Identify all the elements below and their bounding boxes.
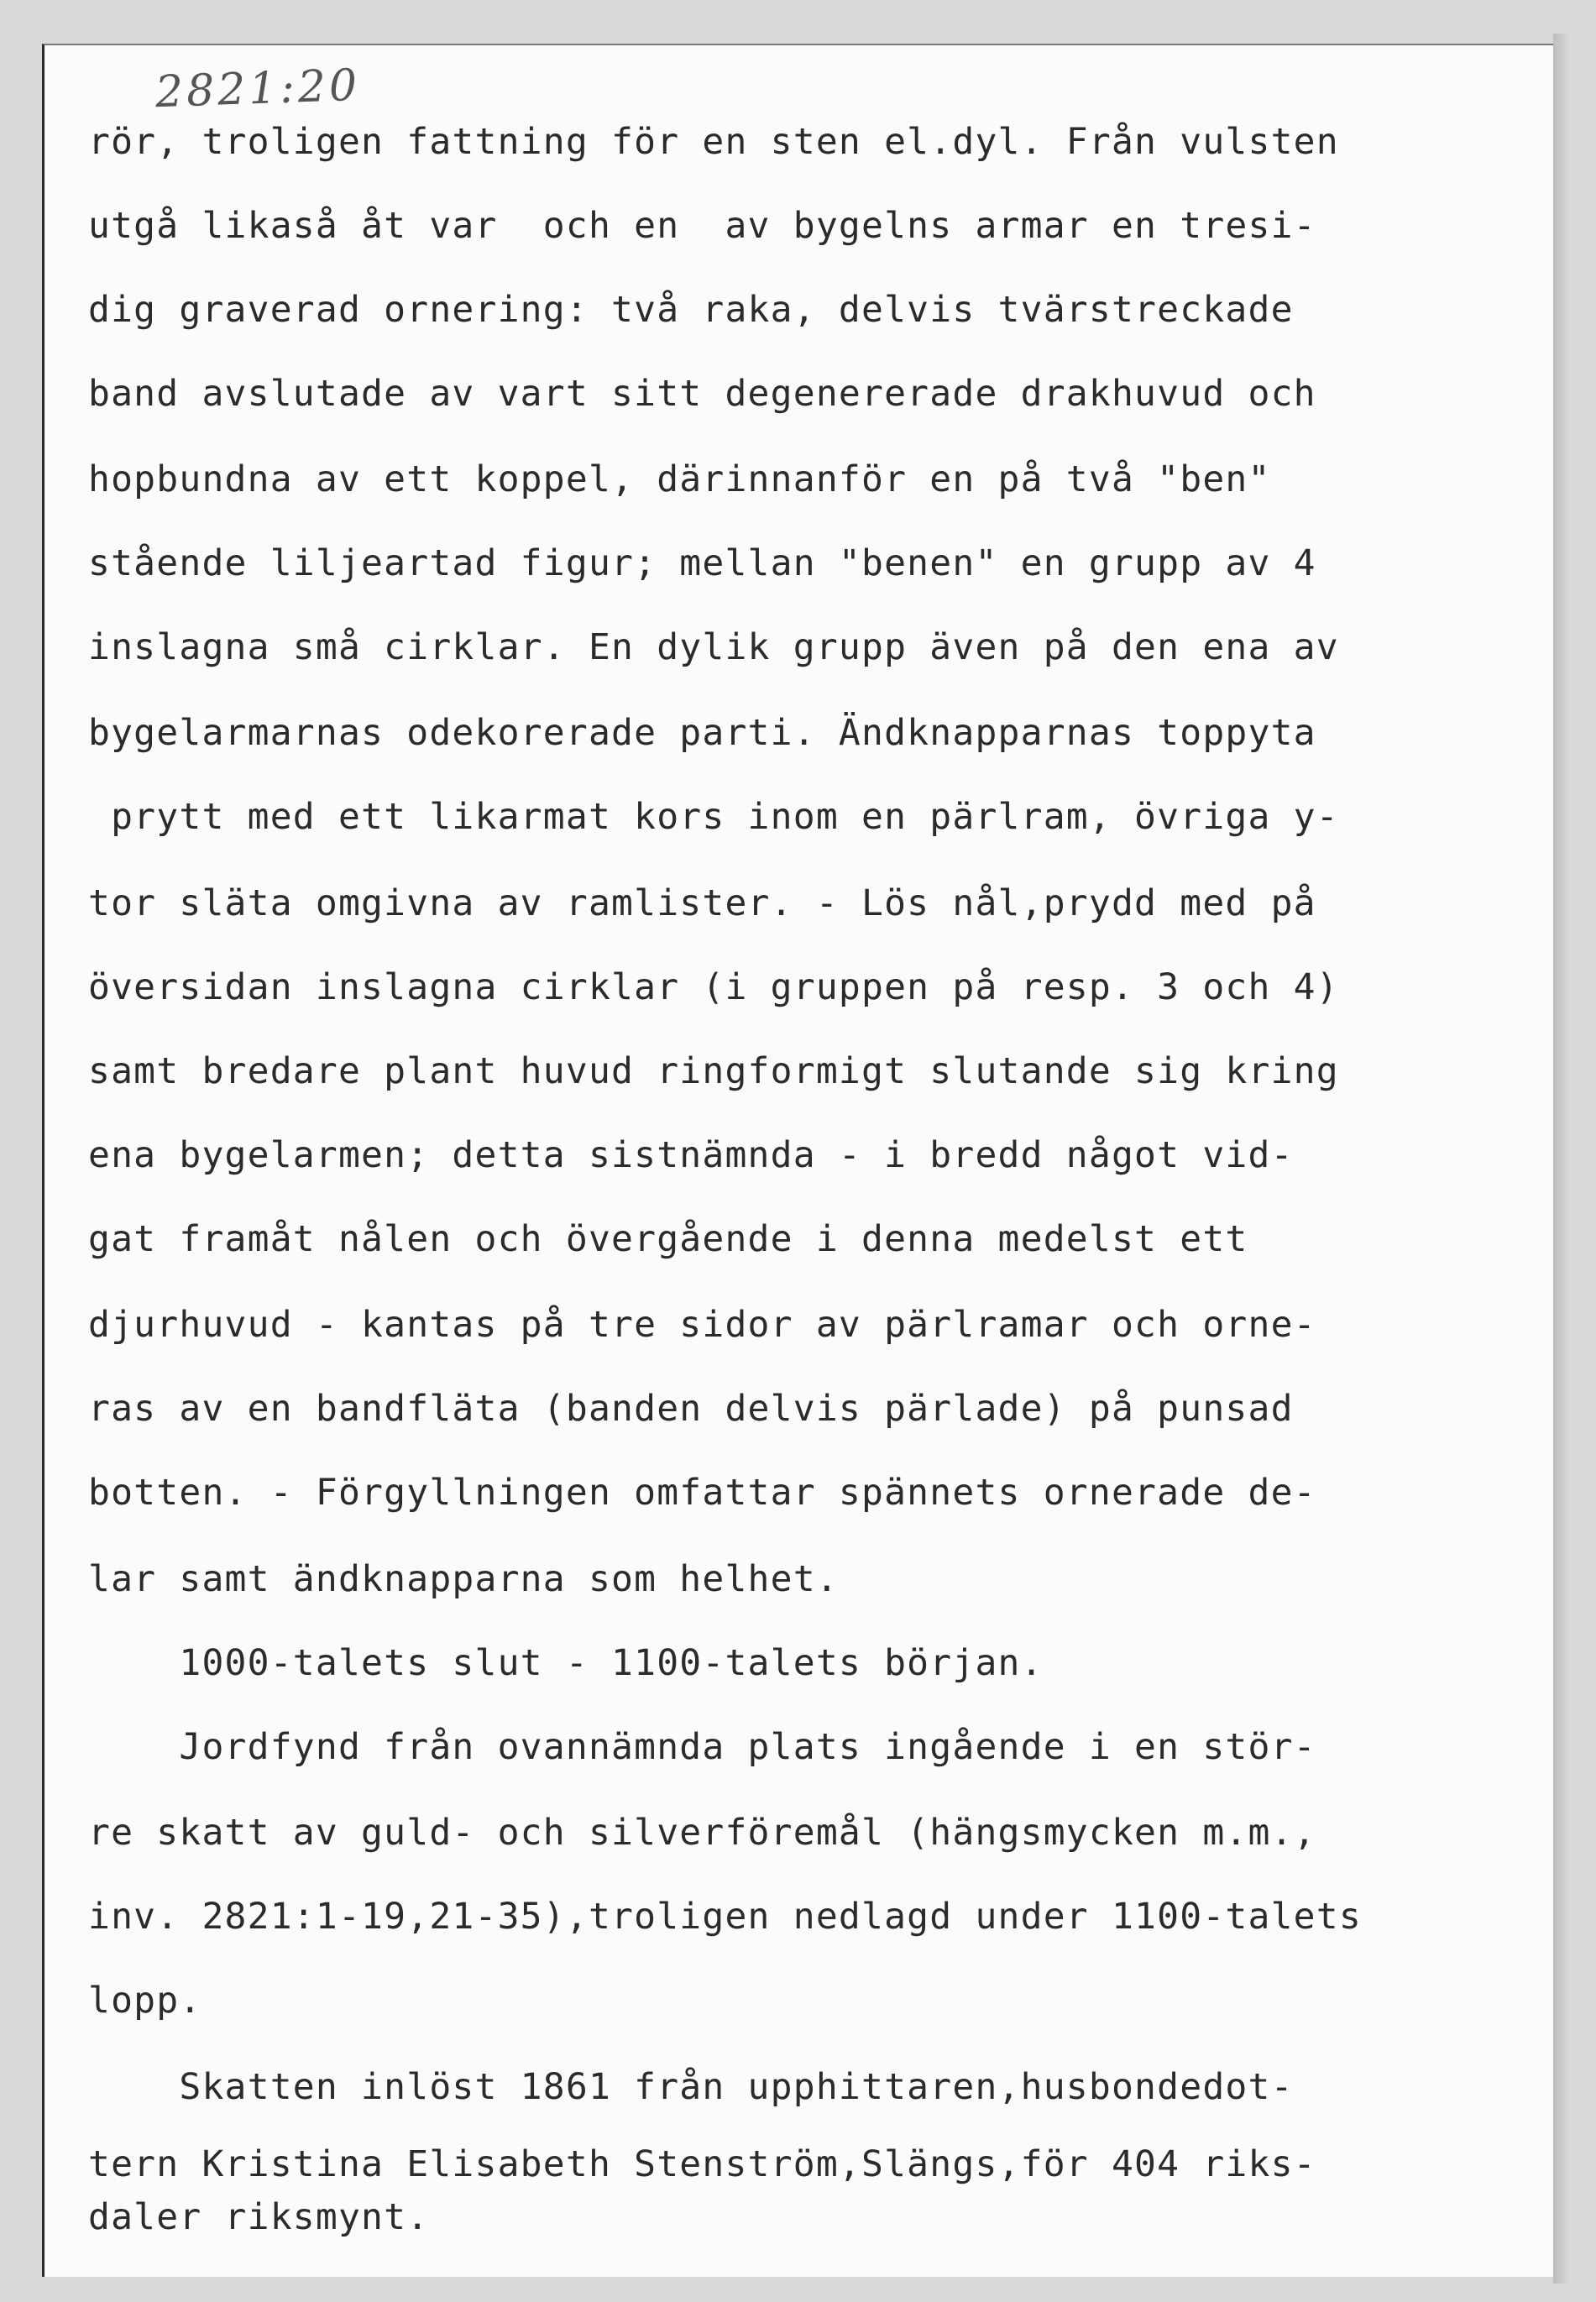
text-line: re skatt av guld- och silverföremål (hängsmycken m.m., — [88, 1812, 1316, 1854]
text-line: inslagna små cirklar. En dylik grupp även på den ena av — [88, 626, 1339, 668]
text-line: lar samt ändknapparna som helhet. — [88, 1558, 839, 1600]
text-line: gat framåt nålen och övergående i denna medelst ett — [88, 1218, 1248, 1260]
text-line: tern Kristina Elisabeth Stenström,Slängs,för 404 riks- — [88, 2143, 1316, 2185]
typewritten-text — [44, 45, 1553, 2277]
text-line: ena bygelarmen; detta sistnämnda - i bredd något vid- — [88, 1134, 1294, 1176]
text-line: inv. 2821:1-19,21-35),troligen nedlagd under 1100-talets — [88, 1896, 1362, 1938]
text-line: daler riksmynt. — [88, 2196, 430, 2238]
text-line: ras av en bandfläta (banden delvis pärlade) på punsad — [88, 1388, 1294, 1430]
text-line: bygelarmarnas odekorerade parti. Ändknapparnas toppyta — [88, 712, 1316, 754]
text-line: tor släta omgivna av ramlister. - Lös nål,prydd med på — [88, 882, 1316, 924]
text-line: stående liljeartad figur; mellan "benen" en grupp av 4 — [88, 542, 1316, 584]
text-line: rör, troligen fattning för en sten el.dyl. Från vulsten — [88, 121, 1339, 163]
card-shadow — [1553, 34, 1570, 2284]
text-line: Skatten inlöst 1861 från upphittaren,husbondedot- — [88, 2066, 1294, 2108]
text-line: utgå likaså åt var och en av bygelns armar en tresi- — [88, 205, 1316, 247]
text-line: djurhuvud - kantas på tre sidor av pärlramar och orne- — [88, 1304, 1316, 1346]
text-line: prytt med ett likarmat kors inom en pärlram, övriga y- — [88, 796, 1339, 838]
text-line: samt bredare plant huvud ringformigt slutande sig kring — [88, 1050, 1339, 1092]
text-line: 1000-talets slut - 1100-talets början. — [88, 1642, 1044, 1684]
handwritten-inventory-number: 2821:20 — [154, 60, 362, 118]
text-line: Jordfynd från ovannämnda plats ingående i en stör- — [88, 1726, 1316, 1768]
text-line: översidan inslagna cirklar (i gruppen på resp. 3 och 4) — [88, 966, 1339, 1008]
text-line: band avslutade av vart sitt degenererade drakhuvud och — [88, 373, 1316, 415]
catalog-card — [42, 44, 1553, 2277]
text-line: hopbundna av ett koppel, därinnanför en på två "ben" — [88, 458, 1271, 500]
text-line: botten. - Förgyllningen omfattar spännets ornerade de- — [88, 1472, 1316, 1514]
text-line: dig graverad ornering: två raka, delvis tvärstreckade — [88, 289, 1294, 331]
text-line: lopp. — [88, 1980, 202, 2022]
